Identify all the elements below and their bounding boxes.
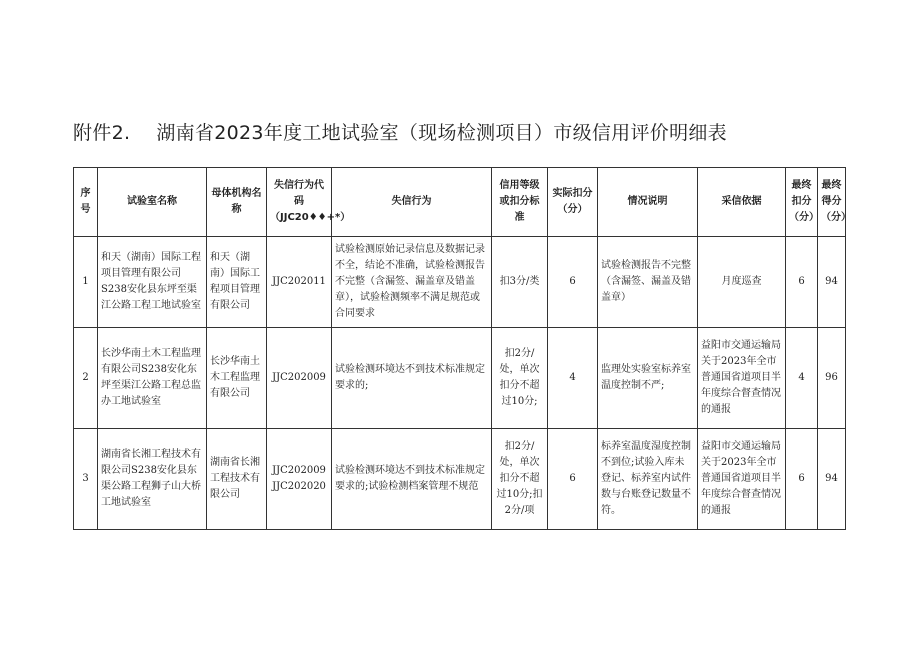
cell-parent: 和天（湖南）国际工程项目管理有限公司	[207, 237, 267, 328]
title-text: 湖南省2023年度工地试验室（现场检测项目）市级信用评价明细表	[156, 122, 727, 144]
cell-code: JJC202009 JJC202020	[267, 429, 332, 530]
cell-final-deduct: 6	[786, 237, 818, 328]
header-lab: 试验室名称	[98, 168, 207, 237]
cell-final-deduct: 6	[786, 429, 818, 530]
cell-note: 试验检测报告不完整（含漏签、漏盖及错盖章）	[598, 237, 698, 328]
table-row	[74, 328, 846, 429]
header-deduct: 实际扣分（分）	[548, 168, 598, 237]
table-row	[74, 429, 846, 530]
header-behavior: 失信行为	[332, 168, 492, 237]
header-note: 情况说明	[598, 168, 698, 237]
page-title	[73, 118, 873, 145]
header-standard: 信用等级或扣分标准	[492, 168, 548, 237]
header-no: 序号	[74, 168, 98, 237]
cell-no: 2	[74, 328, 98, 429]
cell-final-score: 94	[818, 429, 846, 530]
cell-code: JJC202009	[267, 328, 332, 429]
cell-basis: 月度巡查	[698, 237, 786, 328]
header-final-deduct: 最终扣分（分）	[786, 168, 818, 237]
cell-behavior: 试验检测环境达不到技术标准规定要求的;	[332, 328, 492, 429]
cell-final-score: 94	[818, 237, 846, 328]
cell-parent: 长沙华南土木工程监理有限公司	[207, 328, 267, 429]
cell-lab: 长沙华南土木工程监理有限公司S238安化东坪至渠江公路工程总监办工地试验室	[98, 328, 207, 429]
cell-final-deduct: 4	[786, 328, 818, 429]
cell-code: JJC202011	[267, 237, 332, 328]
title-prefix: 附件2.	[73, 122, 131, 144]
header-row	[74, 168, 846, 237]
cell-final-score: 96	[818, 328, 846, 429]
cell-deduct: 6	[548, 237, 598, 328]
cell-basis: 益阳市交通运输局关于2023年全市普通国省道项目半年度综合督查情况的通报	[698, 429, 786, 530]
cell-lab: 湖南省长湘工程技术有限公司S238安化县东渠公路工程狮子山大桥工地试验室	[98, 429, 207, 530]
cell-lab: 和天（湖南）国际工程项目管理有限公司S238安化县东坪至渠江公路工程工地试验室	[98, 237, 207, 328]
cell-no: 1	[74, 237, 98, 328]
cell-standard: 扣2分/处，单次扣分不超过10分;	[492, 328, 548, 429]
cell-standard: 扣2分/处，单次扣分不超过10分;扣2分/项	[492, 429, 548, 530]
cell-basis: 益阳市交通运输局关于2023年全市普通国省道项目半年度综合督查情况的通报	[698, 328, 786, 429]
header-code: 失信行为代码（JJC20♦♦+*）	[267, 168, 332, 237]
cell-note: 标养室温度湿度控制不到位;试验入库未登记、标养室内试件数与台账登记数量不符。	[598, 429, 698, 530]
table-row	[74, 237, 846, 328]
evaluation-table	[73, 167, 851, 530]
cell-parent: 湖南省长湘工程技术有限公司	[207, 429, 267, 530]
cell-behavior: 试验检测环境达不到技术标准规定要求的;试验检测档案管理不规范	[332, 429, 492, 530]
cell-no: 3	[74, 429, 98, 530]
header-parent: 母体机构名称	[207, 168, 267, 237]
cell-deduct: 4	[548, 328, 598, 429]
cell-note: 监理处实验室标养室温度控制不严;	[598, 328, 698, 429]
cell-standard: 扣3分/类	[492, 237, 548, 328]
header-final-score: 最终得分（分）	[818, 168, 846, 237]
cell-behavior: 试验检测原始记录信息及数据记录不全，结论不准确，试验检测报告不完整（含漏签、漏盖章及错盖章），试验检测频率不满足规范或合同要求	[332, 237, 492, 328]
header-basis: 采信依据	[698, 168, 786, 237]
cell-deduct: 6	[548, 429, 598, 530]
